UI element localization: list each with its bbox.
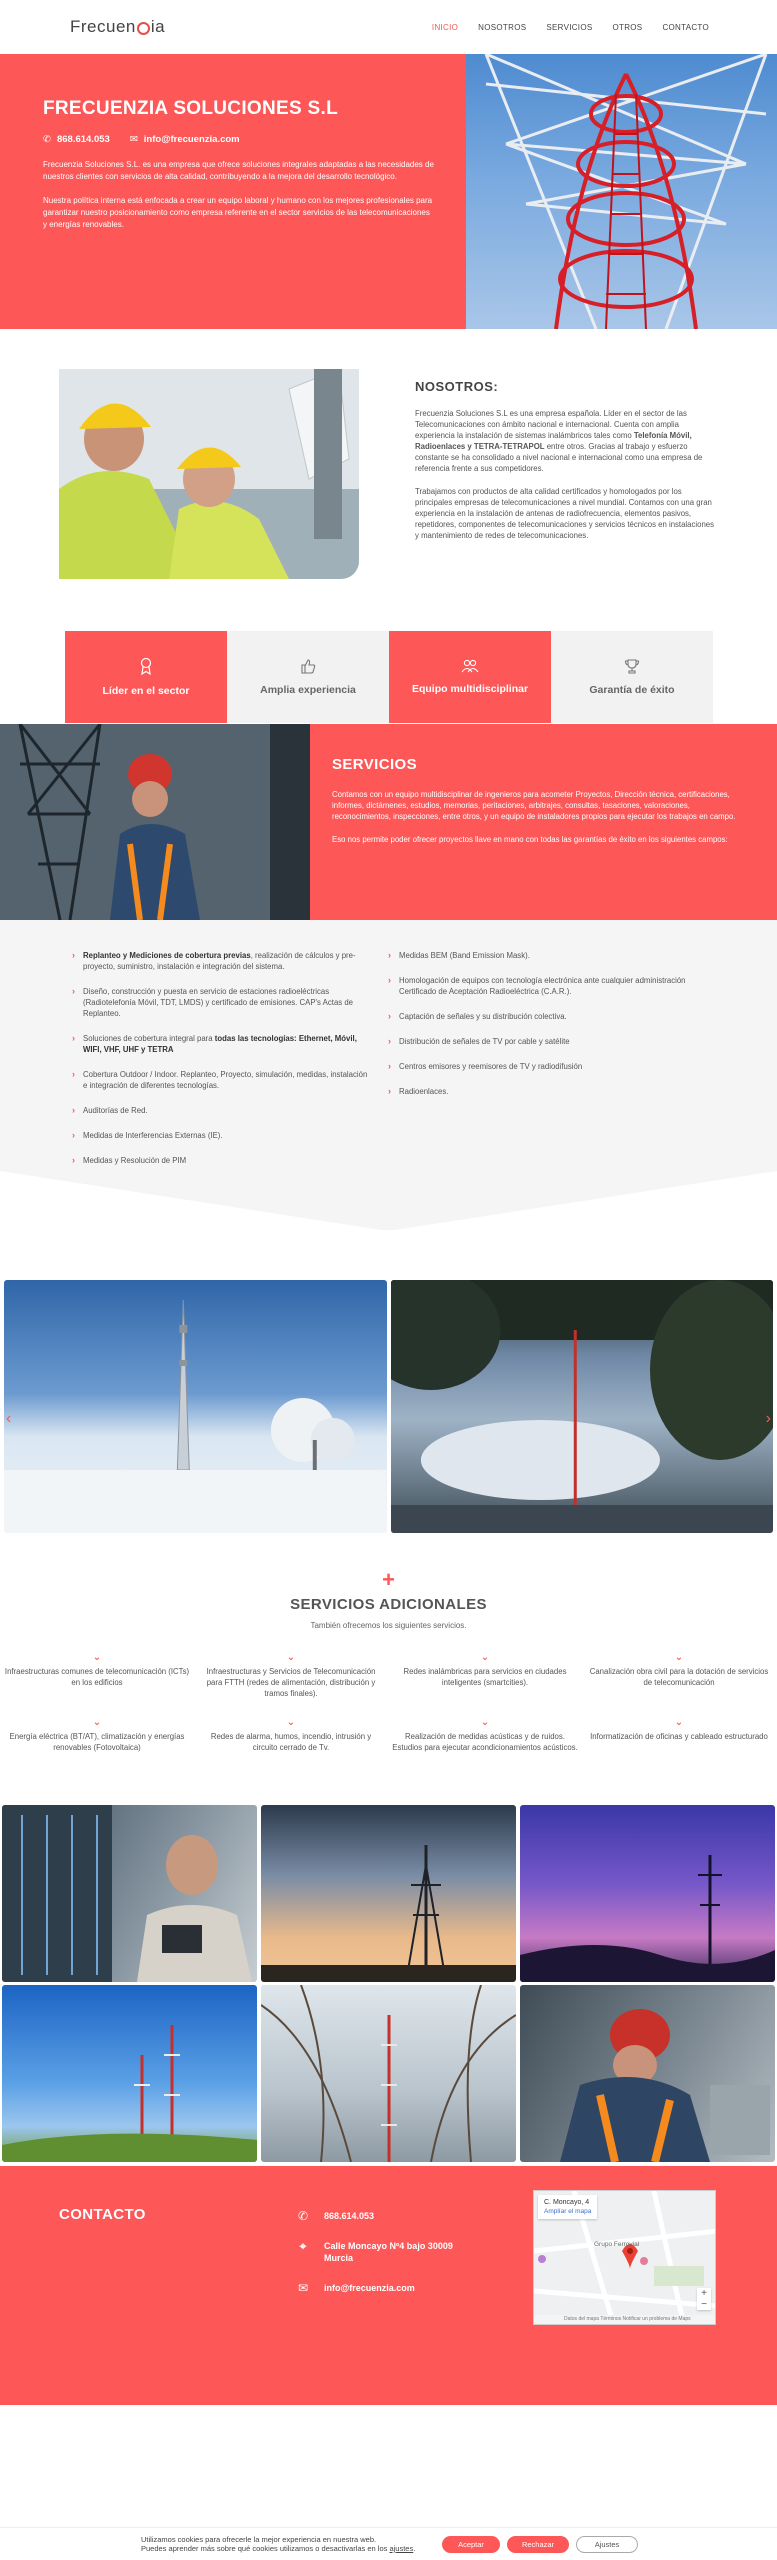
contacto-title: CONTACTO — [59, 2206, 146, 2223]
chevron-right-icon: › — [388, 1011, 391, 1021]
map-enlarge-link[interactable]: Amplíar el mapa — [544, 2208, 592, 2215]
phone-icon: ✆ — [43, 134, 51, 145]
chevron-down-icon: ⌄ — [286, 1717, 296, 1728]
gallery-next-arrow-icon[interactable]: › — [765, 1410, 771, 1427]
feature-garantia — [551, 631, 713, 723]
list-item-text: Diseño, construcción y puesta en servicio de estaciones radioeléctricas (Radiotelefonía Móvil, TDT, LMDS) y certificado de emisiones. CAP's Actas de Replanteo. — [83, 987, 354, 1018]
nosotros-section — [0, 329, 777, 589]
cookie-banner — [0, 2527, 777, 2560]
adicional-item-text: Energía eléctrica (BT/AT), climatización y energías renovables (Fotovoltaica) — [9, 1732, 185, 1752]
feature-lider — [65, 631, 227, 723]
chevron-right-icon: › — [72, 986, 75, 996]
adicional-item — [388, 1652, 582, 1699]
adicional-item — [194, 1652, 388, 1699]
contacto-phone-text: 868.614.053 — [324, 2211, 375, 2221]
zoom-out-icon[interactable]: − — [701, 2299, 707, 2310]
hero-phone-text: 868.614.053 — [56, 134, 110, 145]
nav-contacto[interactable]: CONTACTO — [662, 22, 709, 32]
list-item — [72, 1155, 372, 1166]
adicionales-subtitle: También ofrecemos los siguientes servicios. — [310, 1621, 467, 1630]
adicionales-grid — [0, 1652, 777, 1753]
cookie-accept-button[interactable]: Aceptar — [442, 2536, 500, 2553]
nav-servicios[interactable]: SERVICIOS — [546, 22, 593, 32]
technician-illustration — [0, 724, 310, 920]
list-item — [72, 986, 372, 1019]
chevron-right-icon: › — [388, 975, 391, 985]
list-item — [72, 1130, 372, 1141]
hero-contact-line — [43, 134, 436, 145]
hero-section — [0, 54, 777, 329]
list-item-bold: Replanteo y Mediciones de cobertura previas — [83, 951, 251, 960]
gallery-prev-arrow-icon[interactable]: ‹ — [6, 1410, 12, 1427]
logo[interactable] — [70, 17, 165, 37]
chevron-down-icon: ⌄ — [674, 1717, 684, 1728]
chevron-down-icon: ⌄ — [480, 1652, 490, 1663]
snow-tower-illustration — [4, 1280, 387, 1533]
feature-experiencia — [227, 631, 389, 723]
hero-email-text: info@frecuenzia.com — [143, 134, 240, 145]
nav-otros[interactable]: OTROS — [612, 22, 643, 32]
award-icon — [139, 657, 153, 675]
plus-icon: + — [382, 1567, 395, 1592]
adicional-item — [0, 1717, 194, 1753]
adicional-item — [0, 1652, 194, 1699]
photo-datacenter[interactable] — [2, 1805, 257, 1982]
servicios-adicionales-section — [0, 1490, 777, 1800]
nav-nosotros[interactable]: NOSOTROS — [478, 22, 527, 32]
adicional-item-text: Informatización de oficinas y cableado estructurado — [590, 1732, 768, 1741]
mail-icon: ✉ — [297, 2281, 309, 2295]
cookie-reject-button[interactable]: Rechazar — [507, 2536, 569, 2553]
photo-sunset-tower[interactable] — [261, 1805, 516, 1982]
list-item-text — [83, 1033, 372, 1055]
blue-sky-towers-illustration — [2, 1985, 257, 2162]
list-item-text: Medidas de Interferencias Externas (IE). — [83, 1131, 223, 1140]
list-item-text: Centros emisores y reemisores de TV y radiodifusión — [399, 1062, 583, 1071]
cookie-text — [141, 2535, 431, 2554]
feature-garantia-label: Garantía de éxito — [589, 684, 675, 696]
gallery-image-snow-tower[interactable] — [4, 1280, 387, 1533]
feature-experiencia-label: Amplia experiencia — [260, 684, 356, 696]
list-item — [72, 1033, 372, 1055]
list-item — [388, 950, 688, 961]
nav-inicio[interactable]: INICIO — [431, 22, 459, 32]
feature-equipo-label: Equipo multidisciplinar — [411, 683, 529, 695]
list-item-text: Cobertura Outdoor / Indoor. Replanteo, Proyecto, simulación, medidas, instalación e integración de diferentes tecnologías. — [83, 1070, 368, 1090]
servicios-section — [0, 724, 777, 920]
list-item-text: Medidas BEM (Band Emission Mask). — [399, 951, 530, 960]
engineers-image — [59, 369, 359, 579]
map-card-title: C. Moncayo, 4 — [544, 2199, 590, 2206]
chevron-right-icon: › — [388, 1061, 391, 1071]
adicional-item — [582, 1652, 776, 1699]
servicios-text — [310, 724, 777, 920]
contacto-address-line-1: Calle Moncayo Nº4 bajo 30009 — [324, 2241, 453, 2251]
team-icon — [461, 659, 479, 673]
list-item — [72, 1069, 372, 1091]
map-footer: Datos del mapa Términos Notificar un problema de Maps — [534, 2315, 715, 2324]
contacto-section — [0, 2166, 777, 2405]
contacto-address-text — [324, 2240, 453, 2264]
hero-tower-image — [466, 54, 777, 329]
map-place-label: Grupo Ferrovial — [594, 2241, 640, 2248]
list-item-rest: , realización de cálculos y pre-proyecto, suministro, instalación e integración del sistema. — [83, 951, 356, 971]
chevron-right-icon: › — [72, 950, 75, 960]
adicional-item-text: Redes inalámbricas para servicios en ciudades inteligentes (smartcities). — [403, 1667, 567, 1687]
chevron-right-icon: › — [72, 1105, 75, 1115]
chevron-right-icon: › — [72, 1069, 75, 1079]
list-item-text: Captación de señales y su distribución colectiva. — [399, 1012, 567, 1021]
datacenter-illustration — [2, 1805, 257, 1982]
servicios-title: SERVICIOS — [332, 756, 418, 773]
photo-grid — [0, 1805, 777, 2162]
list-item — [388, 1086, 688, 1097]
adicional-item-text: Infraestructuras y Servicios de Telecomunicación para FTTH (redes de alimentación, distribución y tramos finales). — [206, 1667, 376, 1698]
chevron-down-icon: ⌄ — [92, 1717, 102, 1728]
main-nav — [432, 23, 709, 32]
chevron-right-icon: › — [388, 1036, 391, 1046]
feature-lider-label: Líder en el sector — [102, 685, 190, 697]
contacto-email-text: info@frecuenzia.com — [324, 2283, 415, 2293]
list-item — [388, 1061, 688, 1072]
nosotros-text — [415, 369, 715, 589]
contacto-phone[interactable] — [296, 2210, 453, 2222]
hero-paragraph-1: Frecuenzia Soluciones S.L. es una empresa que ofrece soluciones integrales adaptadas a las necesidades de nuestros clientes con servicios de alta calidad, contribuyendo a la mejora del desarrollo tecnológico. — [43, 160, 434, 181]
adicional-item-text: Realización de medidas acústicas y de ruidos. Estudios para ejecutar acondicionamientos acústicos. — [392, 1732, 578, 1752]
adicionales-title: SERVICIOS ADICIONALES — [290, 1596, 487, 1613]
list-item — [72, 950, 372, 972]
zoom-in-icon[interactable]: + — [701, 2288, 707, 2299]
nosotros-p1-bold: Telefonía Móvil, Radioenlaces y TETRA-TETRAPOL — [415, 431, 692, 451]
tower-gallery — [0, 1230, 777, 1490]
tree-tower-illustration — [261, 1985, 516, 2162]
chevron-down-icon: ⌄ — [92, 1652, 102, 1663]
servicios-paragraph-2: Eso nos permite poder ofrecer proyectos llave en mano con todas las garantías de éxito en los siguientes campos: — [332, 835, 728, 844]
nosotros-paragraph-1 — [415, 408, 715, 474]
chevron-down-icon: ⌄ — [674, 1652, 684, 1663]
contacto-email[interactable] — [296, 2282, 453, 2294]
map-info-card — [538, 2195, 597, 2219]
adicional-item-text: Infraestructuras comunes de telecomunicación (ICTs) en los edificios — [4, 1667, 190, 1687]
feature-equipo — [389, 631, 551, 723]
chevron-right-icon: › — [72, 1130, 75, 1140]
adicional-item — [582, 1717, 776, 1753]
features-row — [0, 589, 777, 724]
contacto-details — [296, 2210, 453, 2312]
logo-text-end: ia — [150, 17, 166, 36]
embedded-map[interactable] — [533, 2190, 716, 2325]
services-list-section — [0, 920, 777, 1230]
logo-ring-icon — [137, 22, 150, 35]
sunset-tower-illustration — [261, 1805, 516, 1982]
list-item-bold: todas las tecnologías: Ethernet, Móvil, WIFI, VHF, UHF y TETRA — [83, 1034, 357, 1054]
chevron-down-icon: ⌄ — [480, 1717, 490, 1728]
chevron-down-icon: ⌄ — [286, 1652, 296, 1663]
chevron-right-icon: › — [72, 1033, 75, 1043]
cookie-text-period: . — [413, 2544, 416, 2553]
list-item — [72, 1105, 372, 1116]
list-item-text: Medidas y Resolución de PIM — [83, 1156, 187, 1165]
adicional-item-text: Canalización obra civil para la dotación de servicios de telecomunicación — [589, 1667, 769, 1687]
tower-illustration — [466, 54, 777, 329]
nosotros-p1-start: Frecuenzia Soluciones S.L es una empresa española. Líder en el sector de las Telecomunicaciones con ámbito nacional e internacional. Cuenta con amplia experiencia la instalación de sistemas inalámbricos tales como — [415, 409, 687, 440]
adicional-item-text: Redes de alarma, humos, incendio, intrusión y circuito cerrado de Tv. — [210, 1732, 372, 1752]
cookie-settings-button[interactable]: Ajustes — [576, 2536, 638, 2553]
servicios-paragraph-1: Contamos con un equipo multidisciplinar de ingenieros para acometer Proyectos, Dirección técnica, certificaciones, informes, dictámenes, estudios, memorias, peritaciones, arbitrajes, consultas, tasaciones, valoraciones, reconocimientos, inspecciones, entre otros, y un equipo de instaladores propios para ejecutar los trabajos en campo. — [332, 790, 736, 821]
list-item-text: Homologación de equipos con tecnología electrónica ante cualquier administración Certificado de Aceptación Radioeléctrica (C.A.R.). — [399, 976, 686, 996]
technician-tower-image — [0, 724, 310, 920]
location-pin-icon: ⌖ — [299, 2239, 307, 2253]
hero-phone[interactable] — [43, 134, 110, 145]
site-header — [0, 0, 777, 54]
list-item — [388, 975, 688, 997]
contacto-address-line-2: Murcia — [324, 2253, 354, 2263]
list-item — [388, 1011, 688, 1022]
photo-purple-tower[interactable] — [520, 1805, 775, 1982]
hero-title: FRECUENZIA SOLUCIONES S.L — [43, 98, 338, 119]
mail-icon: ✉ — [129, 134, 138, 145]
engineers-illustration — [59, 369, 359, 579]
list-item-text: Radioenlaces. — [399, 1087, 449, 1096]
phone-icon: ✆ — [297, 2209, 309, 2223]
section-divider — [0, 1171, 777, 1231]
photo-blue-sky-towers[interactable] — [2, 1985, 257, 2162]
chevron-right-icon: › — [72, 1155, 75, 1165]
adicional-item — [388, 1717, 582, 1753]
cookie-settings-link[interactable]: ajustes — [389, 2544, 414, 2553]
list-item-text: Auditorías de Red. — [83, 1106, 148, 1115]
contacto-address — [296, 2240, 453, 2264]
hero-email[interactable] — [130, 134, 240, 145]
forest-tower-illustration — [391, 1280, 774, 1533]
cookie-text-line-1: Utilizamos cookies para ofrecerle la mejor experiencia en nuestra web. — [141, 2534, 377, 2544]
photo-technician[interactable] — [520, 1985, 775, 2162]
hero-text-panel — [0, 54, 466, 329]
purple-tower-illustration — [520, 1805, 775, 1982]
logo-text-start: Frecuen — [70, 17, 136, 36]
hero-paragraph-2: Nuestra política interna está enfocada a crear un equipo laboral y humano con los mejores profesionales para garantizar nuestro posicionamiento como empresa referente en el sector servicios de las telecomunicaciones y energías renovables. — [43, 196, 433, 229]
chevron-right-icon: › — [388, 1086, 391, 1096]
cookie-text-line-2: Puedes aprender más sobre qué cookies utilizamos o desactivarlas en los — [141, 2544, 390, 2553]
nosotros-title: NOSOTROS: — [415, 379, 499, 394]
thumbs-up-icon — [300, 658, 316, 674]
nosotros-p1-end: entre otros. Gracias al trabajo y esfuerzo constante se ha consolidado a nivel nacional e internacional como una empresa de referencia frente a sus competidores. — [415, 442, 703, 473]
list-item — [388, 1036, 688, 1047]
photo-tree-tower[interactable] — [261, 1985, 516, 2162]
gallery-image-forest-tower[interactable] — [391, 1280, 774, 1533]
chevron-right-icon: › — [388, 950, 391, 960]
list-item-text: Distribución de señales de TV por cable y satélite — [399, 1037, 570, 1046]
list-item-text — [83, 950, 372, 972]
trophy-icon — [624, 658, 640, 674]
adicional-item — [194, 1717, 388, 1753]
technician-work-illustration — [520, 1985, 775, 2162]
map-zoom-control[interactable] — [697, 2288, 711, 2310]
nosotros-paragraph-2: Trabajamos con productos de alta calidad certificados y homologados por los principales empresas de telecomunicaciones a nivel mundial. Contamos con una gran experiencia en la instalación de antenas de radiofrecuencia, elementos pasivos, repetidores, componentes de telecomunicaciones y servicios técnicos en instalaciones y mantenimiento de redes de telecomunicaciones. — [415, 487, 715, 540]
list-item-rest: Soluciones de cobertura integral para — [83, 1034, 215, 1043]
